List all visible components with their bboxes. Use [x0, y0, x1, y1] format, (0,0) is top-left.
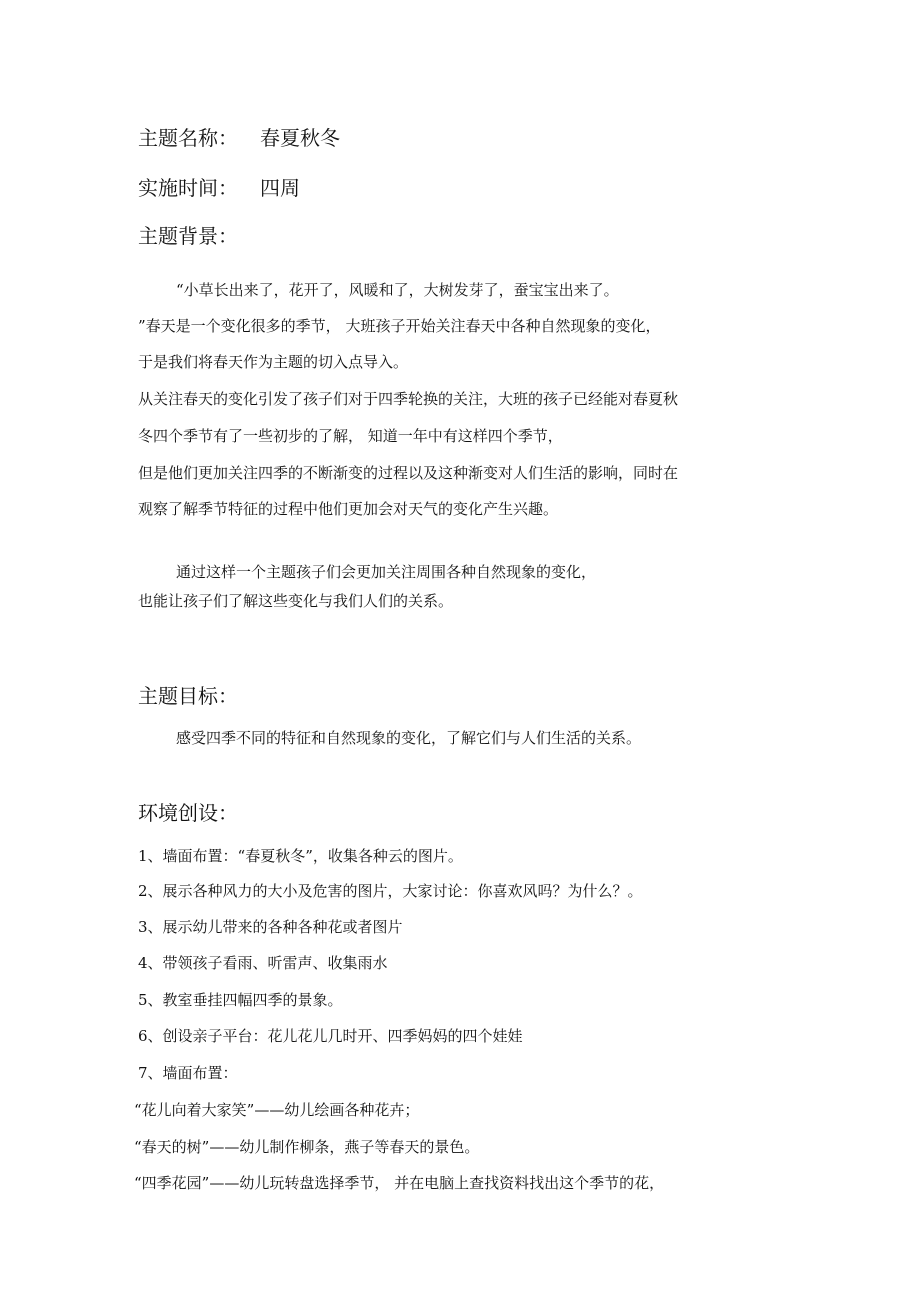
environment-subitem: “春天的树”——幼儿制作柳条，燕子等春天的景色。 [134, 1138, 480, 1156]
environment-subitem: “花儿向着大家笑”——幼儿绘画各种花卉； [134, 1101, 420, 1119]
environment-item: 4、带领孩子看雨、听雷声、收集雨水 [138, 954, 388, 972]
background-line: 冬四个季节有了一些初步的了解， 知道一年中有这样四个季节， [138, 427, 563, 445]
background-line: 但是他们更加关注四季的不断渐变的过程以及这种渐变对人们生活的影响，同时在 [138, 464, 679, 482]
environment-item: 1、墙面布置：“春夏秋冬”，收集各种云的图片。 [138, 847, 463, 865]
environment-item: 5、教室垂挂四幅四季的景象。 [138, 991, 343, 1009]
theme-goal-text: 感受四季不同的特征和自然现象的变化，了解它们与人们生活的关系。 [176, 729, 642, 747]
environment-item: 6、创设亲子平台：花儿花儿几时开、四季妈妈的四个娃娃 [138, 1027, 523, 1045]
implementation-time-value: 四周 [260, 176, 300, 200]
background-line: 从关注春天的变化引发了孩子们对于四季轮换的关注，大班的孩子已经能对春夏秋 [138, 390, 679, 408]
background-line: “小草长出来了，花开了，风暖和了，大树发芽了，蚕宝宝出来了。 [176, 281, 619, 299]
background-para2-line: 也能让孩子们了解这些变化与我们人们的关系。 [138, 592, 454, 610]
background-line: 于是我们将春天作为主题的切入点导入。 [138, 353, 409, 371]
implementation-time-row [138, 178, 300, 198]
environment-item: 7、墙面布置： [138, 1064, 238, 1082]
environment-item: 2、展示各种风力的大小及危害的图片，大家讨论：你喜欢风吗？为什么？。 [138, 882, 643, 900]
theme-name-row [138, 128, 340, 148]
environment-heading: 环境创设： [138, 801, 238, 825]
background-para2-line: 通过这样一个主题孩子们会更加关注周围各种自然现象的变化， [176, 563, 597, 581]
environment-subitem: “四季花园”——幼儿玩转盘选择季节， 并在电脑上查找资料找出这个季节的花， [134, 1174, 665, 1192]
implementation-time-label: 实施时间： [138, 176, 238, 200]
background-line: ”春天是一个变化很多的季节， 大班孩子开始关注春天中各种自然现象的变化， [138, 317, 661, 335]
background-line: 观察了解季节特征的过程中他们更加会对天气的变化产生兴趣。 [138, 500, 559, 518]
theme-name-label: 主题名称： [138, 126, 238, 150]
theme-goal-heading: 主题目标： [138, 684, 238, 708]
theme-background-heading: 主题背景： [138, 224, 238, 248]
environment-item: 3、展示幼儿带来的各种各种花或者图片 [138, 918, 403, 936]
theme-name-value: 春夏秋冬 [260, 126, 340, 150]
